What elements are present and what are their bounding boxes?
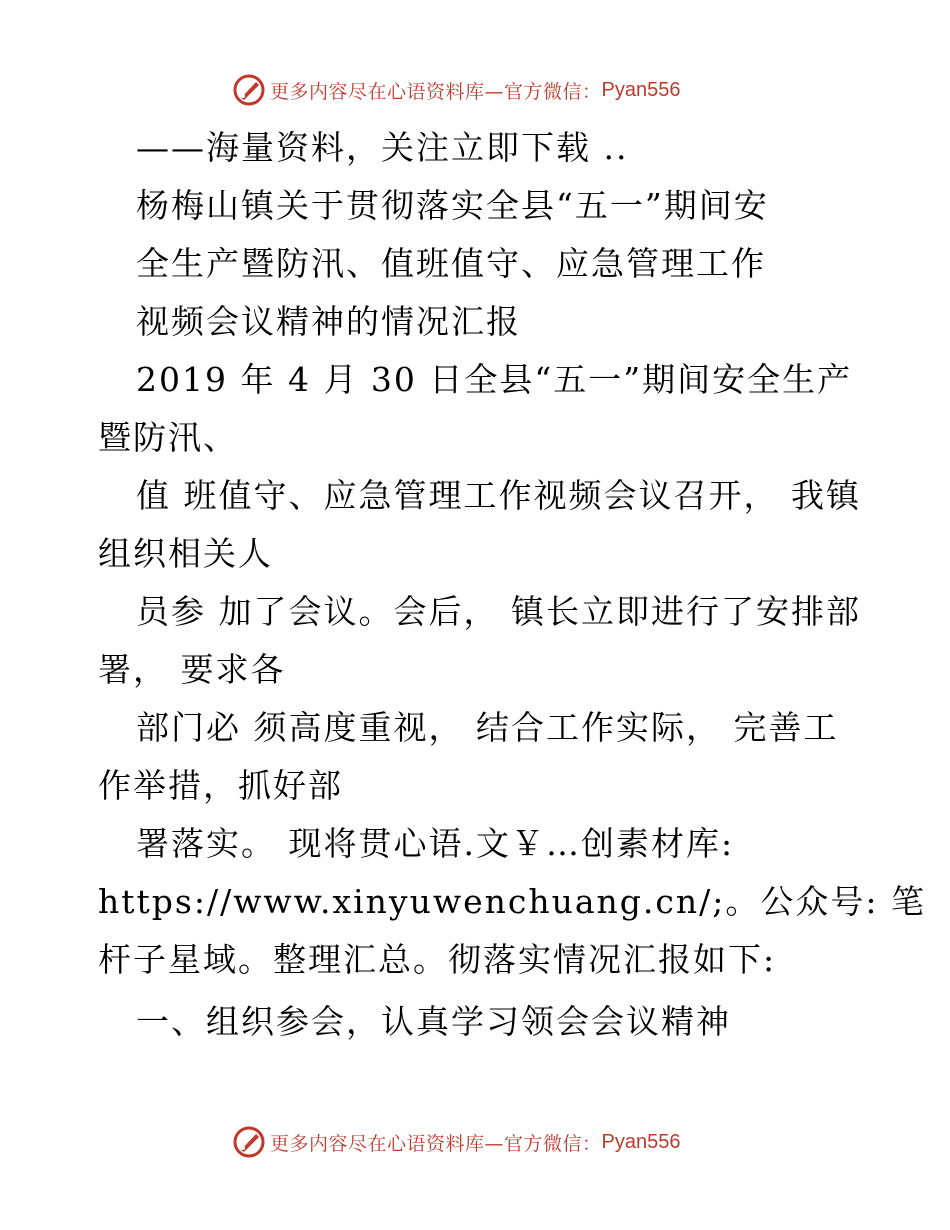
body-line-16: 一、组织参会，认真学习领会会议精神 [136, 1002, 731, 1041]
body-line-4: 视频会议精神的情况汇报 [136, 302, 521, 341]
header-watermark-row [232, 70, 680, 110]
body-line-14: https://www.xinyuwenchuang.cn/;。公众号: 笔 [98, 882, 926, 921]
footer-watermark-code: Pyan556 [601, 1130, 681, 1153]
footer-watermark-text: 更多内容尽在心语资料库—官方微信： [270, 1132, 602, 1155]
quill-pen-logo-icon [232, 73, 266, 107]
quill-pen-logo-icon [232, 1125, 266, 1159]
body-line-5: 2019 年 4 月 30 日全县“五一”期间安全生产 [136, 360, 853, 399]
body-line-11: 部门必 须高度重视， 结合工作实际， 完善工 [136, 708, 839, 747]
body-line-1: ——海量资料，关注立即下载 .. [136, 128, 629, 167]
body-line-8: 组织相关人 [98, 534, 273, 573]
body-line-15: 杆子星域。整理汇总。彻落实情况汇报如下: [98, 940, 777, 979]
footer-watermark-row [232, 1122, 680, 1162]
body-line-3: 全生产暨防汛、值班值守、应急管理工作 [136, 244, 766, 283]
header-watermark [0, 70, 950, 110]
footer-watermark [0, 1122, 950, 1162]
body-line-7: 值 班值守、应急管理工作视频会议召开， 我镇 [136, 476, 861, 515]
body-line-9: 员参 加了会议。会后， 镇长立即进行了安排部 [136, 592, 861, 631]
body-line-10: 署， 要求各 [98, 650, 286, 689]
body-line-6: 暨防汛、 [98, 418, 238, 457]
header-watermark-text: 更多内容尽在心语资料库—官方微信： [270, 80, 602, 103]
body-line-2: 杨梅山镇关于贯彻落实全县“五一”期间安 [136, 186, 769, 225]
header-watermark-code: Pyan556 [601, 78, 681, 101]
body-line-12: 作举措，抓好部 [98, 766, 343, 805]
body-line-13: 署落实。 现将贯心语.文￥…创素材库: [136, 824, 735, 863]
